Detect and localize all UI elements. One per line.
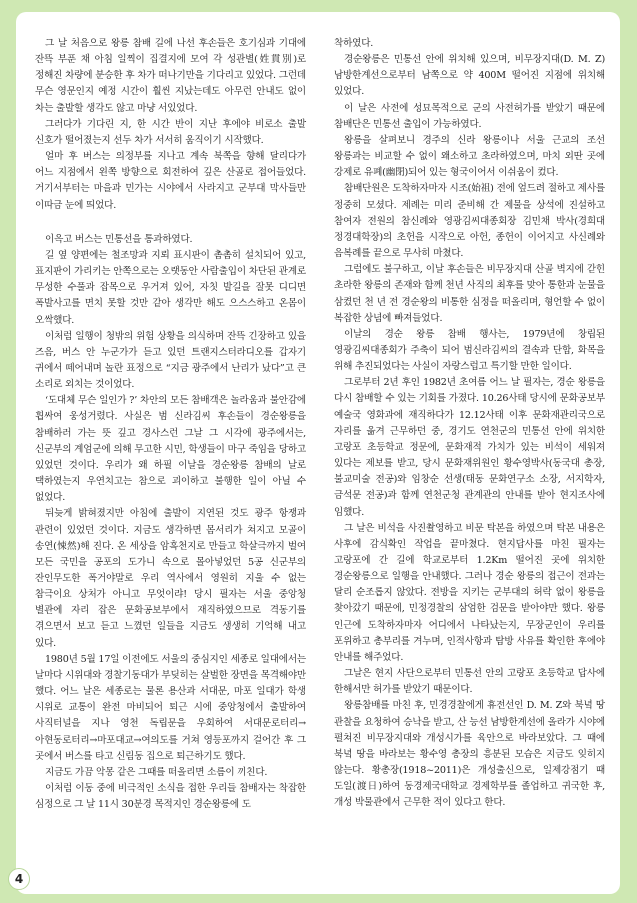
page-number: 4: [8, 868, 30, 890]
paragraph: 이날의 경순 왕릉 참배 행사는, 1979년에 창립된 영광김씨대종회가 주축이 되어 범신라김씨의 결속과 단합, 화목을 위해 추진되었다는 사실이 자랑스럽고 특기할 만한 일이다.: [334, 328, 605, 373]
paragraph: 뒤늦게 밝혀졌지만 아침에 출발이 지연된 것도 광주 항쟁과 관련이 있었던 것이다. 지금도 생각하면 몸서리가 쳐지고 모골이 송연(悚然)해 진다. 온 세상을 암흑천지로 만들고 학살극까지 벌여 모든 국민을 공포의 도가니 속으로 몰아넣었던 5공 신군부의 잔인무도한 폭거야말로 우리 역사에서 영원히 지울 수 없는 참극이요 상처가 아니고 무엇이랴! 당시 필자는 서울 중앙청 별관에 자리 잡은 문화공보부에서 재직하였으므로 격동기를 겪으면서 보고 듣고 느꼈던 일들을 지금도 생생히 기억해 내고 있다.: [35, 508, 306, 649]
paragraph: 그로부터 2년 후인 1982년 초여름 어느 날 필자는, 경순 왕릉을 다시 참배할 수 있는 기회를 가졌다. 10.26사태 당시에 문화공보부 예술국 영화과에 재직하다가 12.12사태 이후 문화재관리국으로 자리를 옮겨 근무하던 중, 경기도 연천군의 민통선 안에 위치한 고랑포 초등학교 정문에, 문화재적 가치가 있는 비석이 세워져 있다는 제보를 받고, 당시 문화재위원인 황수영박사(동국대 총장, 불교미술 전공)와 임창순 선생(태동 문화연구소 소장, 서지학자, 금석문 전공)과 함께 연천군청 관계관의 안내를 받아 현지조사에 임했다.: [334, 377, 605, 518]
paragraph: 그날은 현지 사단으로부터 민통선 안의 고랑포 초등학교 답사에 한해서만 허가를 받았기 때문이다.: [334, 668, 605, 696]
paragraph: 길 옆 양편에는 철조망과 지뢰 표시판이 촘촘히 설치되어 있고, 표지판이 가리키는 안쪽으로는 오랫동안 사람출입이 차단된 관계로 무성한 수풀과 잡목으로 우거져 있어, 자칫 발길을 잘못 디디면 폭발사고를 면치 못할 것만 같아 생각만 해도 으스스하고 온몸이 오싹했다.: [35, 249, 306, 326]
paragraph: 이 날은 사전에 성묘목적으로 군의 사전허가를 받았기 때문에 참배단은 민통선 출입이 가능하였다.: [334, 102, 605, 130]
paragraph: ‘도대체 무슨 일인가 ?’ 차안의 모든 참배객은 놀라움과 불안감에 휩싸여 웅성거렸다. 사실은 범 신라김씨 후손들이 경순왕릉을 참배하러 가는 뜻 깊고 경사스런 그날 그 시각에 광주에서는, 신군부의 계엄군에 의해 무고한 시민, 학생들이 마구 죽임을 당하고 있었던 것이다. 우리가 왜 하필 이날을 경순왕릉 참배의 날로 택하였는지 우연치고는 참으로 괴이하고 불행한 일이 아닐 수 없었다.: [35, 395, 306, 504]
paragraph: 왕릉참배를 마친 후, 민경경찰에게 휴전선인 D. M. Z와 북녘 땅 관찰을 요청하여 승낙을 받고, 산 능선 남방한계선에 올라가 시야에 펼쳐진 비무장지대와 개성시가를 육안으로 바라보았다. 그 때에 북녘 땅을 바라보는 황수영 총장의 흥분된 모습은 지금도 잊히지 않는다. 황총장(1918~2011)은 개성출신으로, 일제강점기 때 도일(渡日)하여 동경제국대학교 경제학부를 졸업하고 귀국한 후, 개성 박물관에서 근무한 적이 있다고 한다.: [334, 700, 605, 809]
paragraph: 그 날 처음으로 왕릉 참배 길에 나선 후손들은 호기심과 기대에 잔뜩 부푼 채 아침 일찍이 집결지에 모여 각 성관별(姓貫別)로 정해진 차량에 분승한 후 차가 떠나기만을 기다리고 있었다. 그런데 무슨 영문인지 예정 시간이 훨씬 지났는데도 아무런 안내도 없이 차는 출발할 생각도 않고 마냥 서있었다.: [35, 38, 306, 114]
paragraph: 1980년 5월 17일 이전에도 서울의 중심지인 세종로 일대에서는 날마다 시위대와 경찰기동대가 부딪히는 살벌한 장면을 목격해야만 했다. 어느 날은 세종로는 물론 용산과 서대문, 마포 일대가 학생 시위로 교통이 완전 마비되어 퇴근 시에 중앙청에서 출발하여 사직터널을 지나 영천 독립문을 우회하여 서대문로터리→아현동로터리→마포대교→여의도를 거쳐 영등포까지 걸어간 후 그 곳에서 버스를 타고 신림동 집으로 퇴근하기도 했다.: [35, 653, 306, 762]
paragraph: 얼마 후 버스는 의정부를 지나고 계속 북쪽을 향해 달리다가 어느 지점에서 왼쪽 방향으로 회전하여 깊은 산골로 접어들었다. 거기서부터는 마을과 민가는 시야에서 사라지고 군부대 막사들만 이따금 눈에 띄었다.: [35, 151, 306, 211]
paragraph: 왕릉을 살펴보니 경주의 신라 왕릉이나 서울 근교의 조선 왕릉과는 비교할 수 없이 왜소하고 초라하였으며, 마치 외딴 곳에 강제로 유폐(幽閉)되어 있는 형국이어서 이쉬움이 컸다.: [334, 134, 605, 179]
paragraph: 이윽고 버스는 민통선을 통과하였다.: [45, 233, 193, 245]
paragraph: 그럼에도 불구하고, 이날 후손들은 비무장지대 산골 벽지에 갇힌 초라한 왕릉의 존재와 함께 천년 사직의 최후를 맞아 통한과 눈물을 삼켰던 천 년 전 경순왕의 비통한 심정을 떠올리며, 형언할 수 없이 복잡한 상념에 빠져들었다.: [334, 264, 605, 324]
document-page: [16, 12, 620, 894]
paragraph: 그러다가 기다린 지, 한 시간 반이 지난 후에야 비로소 출발 신호가 떨어졌는지 선두 차가 서서히 움직이기 시작했다.: [35, 118, 306, 146]
paragraph: 착하였다.: [334, 38, 374, 49]
paragraph: 경순왕릉은 민통선 안에 위치해 있으며, 비무장지대(D. M. Z) 남방한계선으로부터 남쪽으로 약 400M 떨어진 지점에 위치해 있었다.: [334, 54, 605, 98]
right-column: [334, 36, 605, 812]
left-column: [35, 36, 306, 813]
paragraph: 참배단원은 도착하자마자 시조(始祖) 전에 엎드려 절하고 제사를 정중히 모셨다. 제례는 미리 준비해 간 제물을 상석에 진설하고 참여자 전원의 참신례와 영광김씨대종회장 김민채 박사(경희대 정경대학장)의 초헌을 시작으로 아헌, 종헌이 이어지고 사신례와 음복례를 끝으로 무사히 마쳤다.: [334, 183, 605, 260]
paragraph: 이처럼 이동 중에 비극적인 소식을 접한 우리들 참배자는 착잡한 심정으로 그 날 11시 30분경 목적지인 경순왕릉에 도: [35, 783, 306, 811]
paragraph: 그 날은 비석을 사진촬영하고 비문 탁본을 하였으며 탁본 내용은 사후에 감식확인 작업을 끝마쳤다. 현지답사를 마친 필자는 고랑포에 간 길에 학교로부터 1.2Km 떨어진 곳에 위치한 경순왕릉으로 일행을 안내했다. 그러나 경순 왕릉의 접근이 전과는 달리 순조롭지 않았다. 전방을 지키는 군부대의 허락 없이 왕릉을 찾아갔기 때문에, 민정경찰의 삼엄한 검문을 받아야만 했다. 왕릉 인근에 도착하자마자 어디에서 나타났는지, 무장군인이 우리를 포위하고 총부리를 겨누며, 인적사항과 탐방 사유를 확인한 후에야 안내를 해주었다.: [334, 522, 605, 663]
paragraph: 이처럼 일행이 청밖의 위험 상황을 의식하며 잔뜩 긴장하고 있을 즈음, 버스 안 누군가가 듣고 있던 트랜지스터라디오를 갑자기 귀에서 떼어내며 놀란 표정으로 “지금 광주에서 난리가 났다”고 큰 소리로 외치는 것이었다.: [35, 330, 306, 391]
paragraph: 지금도 가끔 악몽 같은 그때를 떠올리면 소름이 끼친다.: [45, 766, 268, 778]
